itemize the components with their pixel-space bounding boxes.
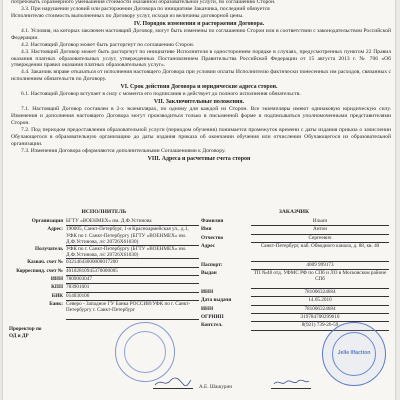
tail-line-2: 3.3. При нарушении условий или расторжении Договора по инициативе Заказчика, последний обязуется (21, 5, 270, 12)
executor-kpp-label: КПП (51, 284, 63, 291)
section-6 (3, 84, 395, 98)
customer-stamp-text: Jelle Ilfaction (337, 350, 371, 356)
customer-inn-label: ИНН (201, 289, 214, 296)
executor-treasury-value: 03214643000000017200 (66, 259, 199, 267)
clause-4-2: 4.2. Настоящий Договор может быть расторгнут по соглашению Сторон. (21, 41, 195, 48)
clause-4-3: 4.3. Настоящий Договор может быть расторгнут по инициативе Исполнителя в одностороннем порядке в случаях, предусмотренных пунктом 22 Правил оказания платных образовательных услуг, утвержденных Постановлением Правительства Российской Федерации от 15 августа 2013 г. № 706 «Об утверждении правил оказания платных образовательных услуг». (11, 48, 391, 69)
tail-line-1: потребовать соразмерного уменьшения стоимости оказанной образовательной услуги, по соглашению Сторон. (11, 0, 276, 5)
customer-patronymic-value: Сергеевич (251, 235, 389, 243)
customer-ogrnip-label: ОГРНИП (201, 314, 224, 321)
customer-inn2-label: ИНН (201, 305, 214, 312)
executor-org-value: БГТУ «ВОЕНМЕХ» им. Д.Ф.Устинова (66, 218, 199, 226)
customer-contact-value: 8(921) 739-26-59 (251, 322, 389, 330)
executor-column (9, 206, 199, 348)
customer-issue-date-value: 14.05.2010 (251, 297, 389, 305)
executor-corr-account-value: 40102810945370000005 (66, 268, 199, 276)
section-8-title: VIII. Адреса и расчетные счета сторон (147, 155, 251, 162)
executor-kpp-value: 783901001 (66, 284, 199, 292)
section-6-title: VI. Срок действия Договора и юридические адреса сторон. (120, 84, 278, 91)
executor-inn-value: 7809003047 (66, 276, 199, 284)
executor-treasury-label: Казнач. счет № (27, 259, 63, 266)
executor-inn-label: ИНН (50, 275, 63, 282)
customer-heading: ЗАКАЗЧИК (278, 209, 310, 215)
customer-name-label: Имя (201, 226, 212, 233)
customer-stamp (322, 322, 386, 386)
customer-inn2-value: 781006324684 (251, 306, 389, 314)
customer-issued-label: Выдан (201, 270, 217, 277)
clause-7-1: 7.1. Настоящий Договор составлен в 2-х экземплярах, по одному для каждой из Сторон. Все экземпляры имеют одинаковую юридическую силу. Изменения и дополнения настоящего Договора могут производиться только в письменной форме и подписываться уполномоченными представителями Сторон. (11, 106, 391, 127)
executor-recipient-value: УФК по г. Санкт-Петербургу (БГТУ «ВОЕНМЕХ» им. Д.Ф.Устинова, л/с 20726Х61030) (66, 246, 199, 259)
clause-7-2: 7.2. Под периодом предоставления образовательной услуги (периодом обучения) понимается промежуток времени с даты издания приказа о зачислении Обучающегося в образовательную организацию до даты издания приказа об окончании обучения или отчислении Обучающегося из образовательной организации. (11, 127, 391, 148)
section-7-title: VII. Заключительные положения. (153, 99, 245, 106)
executor-address-value: 190005, Санкт-Петербург, 1-я Красноармейская ул., д.1, УФК по г. Санкт-Петербургу (БГТУ «ВОЕНМЕХ» им. Д.Ф.Устинова, л/с 20726Х61030) (66, 226, 199, 246)
customer-address-label: Адрес (201, 242, 215, 249)
customer-ogrnip-value: 319784700299610 (251, 314, 389, 322)
executor-stamp (115, 322, 175, 382)
executor-bank-value: Северо - Западное ГУ Банка РОССИИ/УФК по г. Санкт-Петербургу г. Санкт-Петербург (66, 301, 199, 320)
executor-org-label: Организация (31, 218, 63, 224)
customer-issued-value: ТП №48 отд. УФМС РФ по СПб и ЛО в Московском районе СПб (251, 270, 389, 289)
customer-address-value: Санкт-Петербург, наб. Обводного канала, д. 88, кв. 40 (251, 243, 389, 262)
contract-page (3, 0, 395, 400)
customer-passport-label: Паспорт: (201, 261, 223, 268)
executor-signer-label: Проректор по ОД и ДР (9, 325, 42, 339)
customer-signature (271, 376, 311, 389)
customer-name-value: Антон (251, 226, 389, 234)
clause-7-3: 7.3. Изменения Договора оформляются дополнительными Соглашениями к Договору. (21, 147, 226, 154)
executor-corr-account-label: Корреспонд. счет № (16, 267, 63, 274)
customer-issue-date-label: Дата выдачи (201, 297, 232, 304)
section-7 (3, 99, 395, 155)
clause-6-1: 6.1. Настоящий Договор вступает в силу с момента его подписания и действует до полного исполнения обязательств. (21, 91, 301, 98)
customer-contact-label: Конт.тел. (201, 322, 223, 329)
executor-bik-label: БИК (51, 292, 63, 299)
previous-section-tail (3, 0, 395, 20)
customer-inn-value: 781006324684 (251, 289, 389, 297)
customer-surname-value: Ильин (251, 218, 389, 226)
customer-patronymic-label: Отчество (201, 234, 224, 241)
executor-signer-name: А.Е. Шашурин (199, 384, 233, 390)
clause-4-1: 4.1. Условия, на которых заключен настоящий Договор, могут быть изменены по соглашению Сторон или в соответствии с законодательством Российской Федерации. (11, 27, 391, 41)
section-4 (3, 21, 395, 83)
executor-address-label: Адрес: (47, 226, 63, 233)
executor-recipient-label: Получатель (35, 245, 63, 252)
executor-bik-value: 014030106 (66, 293, 199, 301)
section-4-title: IV. Порядок изменения и расторжения Договора. (133, 20, 265, 27)
executor-bank-label: Банк: (49, 300, 63, 307)
customer-passport-value: 4009 999173 (251, 262, 389, 270)
executor-heading: ИСПОЛНИТЕЛЬ (81, 209, 127, 215)
requisites-table (9, 206, 391, 348)
clause-4-4: 4.4. Заказчик вправе отказаться от исполнения настоящего Договора при условии оплаты Исполнителю фактически понесенных им расходов, связанных с исполнением обязательств по Договору. (11, 69, 391, 83)
tail-line-3: Исполнителю стоимость выполненных по Договору услуг, исходя из величины договорной цены. (11, 12, 244, 19)
customer-surname-label: Фамилия (201, 218, 224, 224)
